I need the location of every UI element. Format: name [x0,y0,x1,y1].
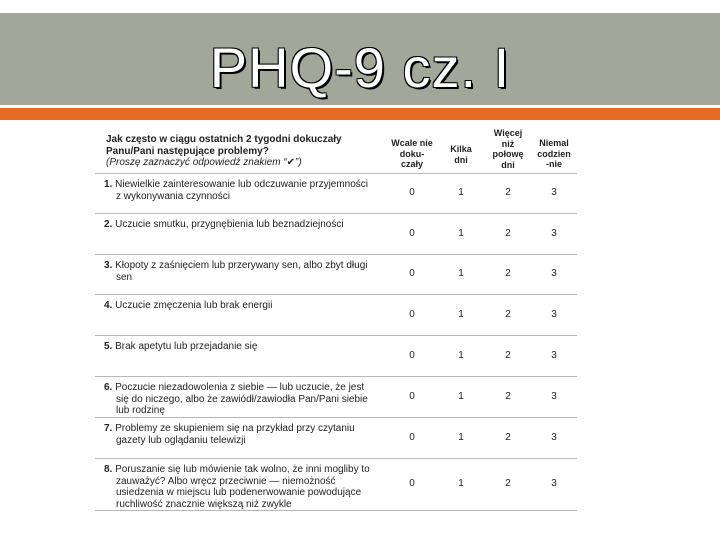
question-number: 4. [104,300,113,311]
question-number: 3. [104,260,113,271]
question-item [104,382,379,417]
score-option[interactable]: 1 [458,227,464,239]
column-header-line: codzien [537,148,571,159]
accent-bar [0,108,720,120]
score-option[interactable]: 0 [409,227,415,239]
question-item [104,464,379,510]
title-bar [0,13,720,105]
question-number: 8. [104,464,113,475]
question-number: 2. [104,219,113,230]
score-option[interactable]: 3 [551,349,557,361]
question-text-line [104,423,379,435]
questionnaire-intro [106,134,366,169]
question-text: Kłopoty z zaśnięciem lub przerywany sen, albo zbyt długi [115,260,368,271]
score-option[interactable]: 2 [505,431,511,443]
question-text-line [104,219,379,231]
question-text-continuation: zauważyć? Albo wręcz przeciwnie — niemożność [116,475,336,487]
question-text-continuation: lub rodzinę [116,405,165,416]
score-option[interactable]: 2 [505,308,511,320]
question-number: 1. [104,179,113,190]
question-text-continuation: się do niczego, albo że zawiódł/zawiodła Pan/Pani siebie [116,393,368,405]
score-option[interactable]: 0 [409,478,415,489]
question-text: Problemy ze skupieniem się na przykład przy czytaniu [115,423,355,434]
question-item [104,341,379,353]
row-divider [95,294,577,295]
score-option[interactable]: 2 [505,478,511,489]
row-divider [95,213,577,214]
score-option[interactable]: 3 [551,390,557,402]
question-text: Uczucie smutku, przygnębienia lub beznadziejności [115,219,344,230]
score-option[interactable]: 1 [458,478,464,489]
question-text: Brak apetytu lub przejadanie się [115,341,258,352]
column-header-line: -nie [545,159,562,169]
row-divider [95,510,577,511]
score-option[interactable]: 2 [505,187,511,198]
score-option[interactable]: 3 [551,187,557,198]
question-item [104,423,379,446]
column-header-line: Niemal [539,138,569,148]
score-option[interactable]: 2 [505,227,511,239]
score-option[interactable]: 2 [505,268,511,279]
column-header [388,138,436,170]
column-header-line: połowę [492,149,524,159]
question-text-line [104,179,379,191]
score-option[interactable]: 3 [551,227,557,239]
column-header-line: Wcale nie [391,138,433,148]
question-text-line [104,300,379,312]
row-divider [95,458,577,459]
intro-instruction: (Proszę zaznaczyć odpowiedź znakiem “✔”) [106,157,302,168]
question-text: Niewielkie zainteresowanie lub odczuwanie przyjemności [115,179,369,190]
score-option[interactable]: 1 [458,390,464,402]
question-number: 7. [104,423,113,434]
intro-line-1: Jak często w ciągu ostatnich 2 tygodni dokuczały [106,134,342,145]
score-option[interactable]: 1 [458,431,464,443]
question-item [104,219,379,231]
score-option[interactable]: 1 [458,268,464,279]
question-text-line [104,382,379,394]
question-text-continuation: ruchliwość znacznie większą niż zwykle [116,498,292,510]
question-text-line [104,341,379,353]
score-option[interactable]: 0 [409,349,415,361]
phq9-form [95,126,580,516]
intro-line-2: Panu/Pani następujące problemy? [106,145,269,157]
column-header-line: Kilka [450,144,472,154]
score-option[interactable]: 0 [409,187,415,198]
question-item [104,179,379,202]
score-option[interactable]: 3 [551,268,557,279]
column-header [437,144,485,165]
question-text: Poruszanie się lub mówienie tak wolno, że inni mogliby to [115,464,370,475]
score-option[interactable]: 0 [409,390,415,402]
column-header [530,138,578,170]
slide-title: PHQ-9 cz. I [209,36,511,99]
row-divider [95,376,577,377]
column-header-line: niż [501,138,515,149]
score-option[interactable]: 3 [551,308,557,320]
question-text-continuation: gazety lub oglądaniu telewizji [116,434,246,446]
question-text-continuation: z wykonywania czynności [116,190,230,202]
score-option[interactable]: 1 [458,308,464,320]
score-option[interactable]: 1 [458,349,464,361]
score-option[interactable]: 2 [505,349,511,361]
row-divider [95,173,577,174]
question-text-continuation: sen [116,271,133,283]
row-divider [95,335,577,336]
row-divider [95,417,577,418]
score-option[interactable]: 3 [551,431,557,443]
column-header-line: doku- [399,148,425,159]
question-text-continuation: usiedzenia w miejscu lub podenerwowanie powodujące [116,487,362,498]
column-header-line: dni [501,159,515,170]
score-option[interactable]: 3 [551,478,557,489]
question-item [104,260,379,283]
question-item [104,300,379,312]
question-text-line [104,464,379,476]
column-header-line: czały [400,159,424,169]
score-option[interactable]: 0 [409,308,415,320]
question-text: Uczucie zmęczenia lub brak energii [115,300,273,311]
score-option[interactable]: 1 [458,187,464,198]
column-header-line: Więcej [493,128,523,138]
column-header-line: dni [454,154,468,165]
column-header [484,128,532,170]
question-text-line [104,260,379,272]
question-text: Poczucie niezadowolenia z siebie — lub uczucie, że jest [115,382,365,393]
score-option[interactable]: 2 [505,390,511,402]
score-option[interactable]: 0 [409,268,415,279]
question-number: 6. [104,382,113,393]
score-option[interactable]: 0 [409,431,415,443]
row-divider [95,254,577,255]
question-number: 5. [104,341,113,352]
